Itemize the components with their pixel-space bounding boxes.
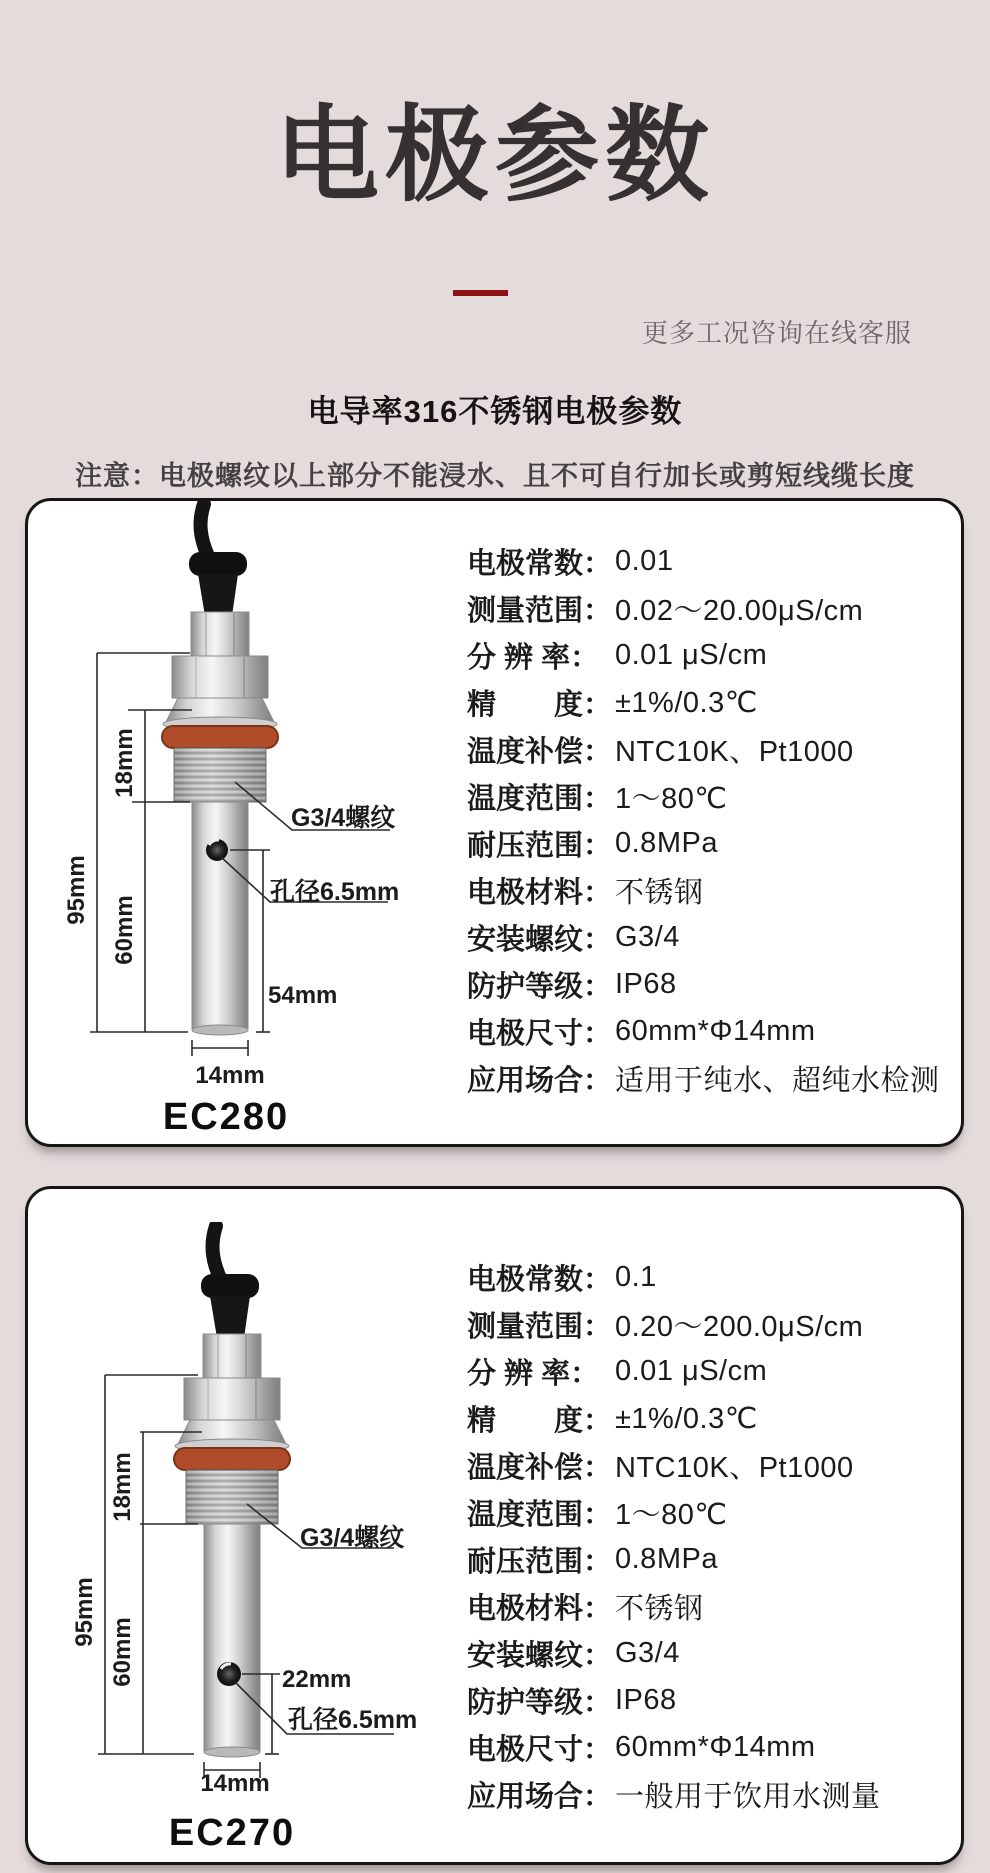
model-name-ec270: EC270 [168,1812,296,1854]
spec-label: 耐压范围： [467,1546,613,1578]
hex-nut [172,656,268,698]
dim-diameter-ec270: 14mm [200,1770,270,1797]
spec-row [467,773,947,820]
spec-label: 应用场合： [467,1065,613,1097]
spec-label: 温度范围： [467,1499,613,1531]
spec-label: 安装螺纹： [467,1640,613,1672]
spec-label: 电极常数： [467,1264,613,1296]
spec-value: 适用于纯水、超纯水检测 [615,1065,940,1097]
spec-value: G3/4 [615,1637,680,1669]
spec-value: 一般用于饮用水测量 [615,1781,881,1813]
consult-note: 更多工况咨询在线客服 [641,318,912,348]
spec-label: 电极材料： [467,1593,613,1625]
spec-value: NTC10K、Pt1000 [615,1452,854,1484]
spec-label: 测量范围： [467,1311,613,1343]
spec-value: IP68 [615,968,677,1000]
spec-row [467,1630,947,1677]
dim-shaft-length-ec270: 60mm [109,1617,136,1687]
spec-row [467,679,947,726]
spec-value: NTC10K、Pt1000 [615,736,854,768]
spec-label: 电极常数： [467,548,613,580]
spec-row [467,1724,947,1771]
o-ring [174,1448,290,1470]
probe-hole [217,1662,241,1686]
spec-row [467,820,947,867]
thread-spec-note-ec280: G3/4螺纹 [291,804,396,832]
hex-nut [184,1378,280,1420]
shaft [192,802,248,1035]
hole-note-ec270: 孔径6.5mm [288,1706,418,1734]
spec-row [467,1771,947,1818]
spec-value: ±1%/0.3℃ [615,687,758,719]
page-title: 电极参数 [274,98,715,214]
spec-label: 电极尺寸： [467,1018,613,1050]
spec-label: 温度补偿： [467,1452,613,1484]
spec-value: 0.20～200.0μS/cm [615,1311,864,1343]
spec-label: 精 度： [467,689,613,721]
spec-value: 0.01 μS/cm [615,1355,768,1387]
spec-row [467,914,947,961]
spec-label: 应用场合： [467,1781,613,1813]
spec-value: 0.8MPa [615,1543,718,1575]
probe-hole [206,839,228,861]
spec-label: 电极尺寸： [467,1734,613,1766]
spec-label: 电极材料： [467,877,613,909]
section-heading: 电导率316不锈钢电极参数 [307,394,683,429]
title-accent-dash [453,290,508,296]
spec-row [467,1301,947,1348]
spec-value: 1～80℃ [615,1499,728,1531]
spec-row [467,1395,947,1442]
dim-thread-section-ec280: 18mm [111,728,138,798]
spec-list-ec280 [467,538,947,1102]
dim-shaft-length-ec280: 60mm [111,895,138,965]
spec-row [467,961,947,1008]
dim-diameter-ec280: 14mm [195,1062,265,1089]
spec-row [467,726,947,773]
spec-value: 60mm*Φ14mm [615,1731,816,1763]
cable [189,504,247,616]
spec-value: 0.8MPa [615,827,718,859]
spec-row [467,1254,947,1301]
o-ring [162,726,278,748]
notice-text: 注意：电极螺纹以上部分不能浸水、且不可自行加长或剪短线缆长度 [75,461,915,491]
thread [174,748,266,802]
spec-value: 不锈钢 [615,877,704,909]
spec-row [467,1008,947,1055]
spec-row [467,1536,947,1583]
spec-value: ±1%/0.3℃ [615,1403,758,1435]
spec-value: 不锈钢 [615,1593,704,1625]
cable [201,1226,259,1338]
shaft [204,1524,260,1757]
spec-value: 60mm*Φ14mm [615,1015,816,1047]
dim-thread-section-ec270: 18mm [109,1452,136,1522]
spec-row [467,538,947,585]
spec-label: 分 辨 率： [467,642,600,674]
spec-value: 0.01 [615,545,674,577]
thread-spec-note-ec270: G3/4螺纹 [300,1524,405,1552]
dim-overall-height-ec280: 95mm [63,855,90,925]
spec-value: 1～80℃ [615,783,728,815]
spec-row [467,1583,947,1630]
model-name-ec280: EC280 [162,1096,290,1138]
connector-hex [203,1334,261,1378]
connector-hex [191,612,249,656]
spec-label: 防护等级： [467,1687,613,1719]
spec-label: 温度范围： [467,783,613,815]
spec-value: 0.02～20.00μS/cm [615,595,864,627]
spec-value: IP68 [615,1684,677,1716]
hole-note-ec280: 孔径6.5mm [270,878,400,906]
spec-row [467,1055,947,1102]
spec-row [467,1442,947,1489]
dim-hole-offset-ec270: 22mm [282,1666,352,1693]
spec-row [467,585,947,632]
spec-list-ec270 [467,1254,947,1818]
spec-label: 温度补偿： [467,736,613,768]
spec-label: 分 辨 率： [467,1358,600,1390]
spec-row [467,1489,947,1536]
spec-row [467,1348,947,1395]
spec-label: 测量范围： [467,595,613,627]
spec-row [467,632,947,679]
spec-value: 0.01 μS/cm [615,639,768,671]
spec-row [467,1677,947,1724]
electrode-photo-ec280 [20,500,420,1090]
spec-label: 耐压范围： [467,830,613,862]
spec-value: 0.1 [615,1261,657,1293]
spec-row [467,867,947,914]
dim-overall-height-ec270: 95mm [71,1577,98,1647]
spec-label: 精 度： [467,1405,613,1437]
spec-value: G3/4 [615,921,680,953]
thread [186,1470,278,1524]
spec-label: 防护等级： [467,971,613,1003]
spec-label: 安装螺纹： [467,924,613,956]
dim-hole-to-tip-ec280: 54mm [268,982,338,1009]
